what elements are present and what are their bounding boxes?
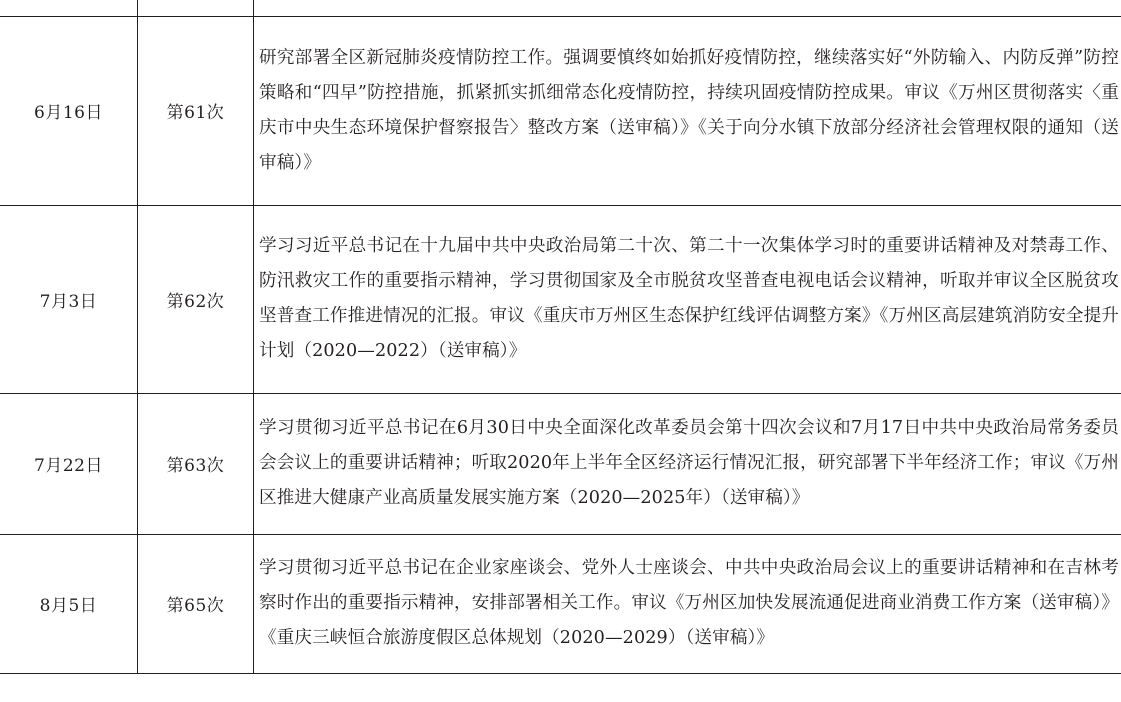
meeting-content-cell bbox=[259, 393, 1119, 534]
meeting-content: 学习贯彻习近平总书记在企业家座谈会、党外人士座谈会、中共中央政治局会议上的重要讲话精神和在吉林考察时作出的重要指示精神，安排部署相关工作。审议《万州区加快发展流通促进商业消费工作方案（送审稿）》《重庆三峡恒合旅游度假区总体规划（2020—2029）（送审稿）》 bbox=[259, 558, 1119, 648]
meeting-number: 第63次 bbox=[166, 456, 225, 476]
meeting-content-cell bbox=[259, 205, 1119, 393]
table-row bbox=[0, 16, 1121, 206]
meeting-content: 学习贯彻习近平总书记在6月30日中央全面深化改革委员会第十四次会议和7月17日中共中央政治局常务委员会会议上的重要讲话精神；听取2020年上半年全区经济运行情况汇报，研究部署下半年经济工作；审议《万州区推进大健康产业高质量发展实施方案（2020—2025年）（送审稿）》 bbox=[259, 418, 1119, 508]
meeting-content: 研究部署全区新冠肺炎疫情防控工作。强调要慎终如始抓好疫情防控，继续落实好“外防输入、内防反弹”防控策略和“四早”防控措施，抓紧抓实抓细常态化疫情防控，持续巩固疫情防控成果。审议《万州区贯彻落实〈重庆市中央生态环境保护督察报告〉整改方案（送审稿）》《关于向分水镇下放部分经济社会管理权限的通知（送审稿）》 bbox=[259, 47, 1119, 173]
meeting-number: 第61次 bbox=[166, 103, 225, 123]
meeting-date: 6月16日 bbox=[34, 103, 103, 123]
meeting-content: 学习习近平总书记在十九届中共中央政治局第二十次、第二十一次集体学习时的重要讲话精神及对禁毒工作、防汛救灾工作的重要指示精神，学习贯彻国家及全市脱贫攻坚普查电视电话会议精神，听取并审议全区脱贫攻坚普查工作推进情况的汇报。审议《重庆市万州区生态保护红线评估调整方案》《万州区高层建筑消防安全提升计划（2020—2022）（送审稿）》 bbox=[259, 236, 1119, 361]
meeting-number: 第65次 bbox=[166, 596, 225, 616]
meeting-date: 7月3日 bbox=[39, 291, 98, 312]
meeting-date: 7月22日 bbox=[34, 456, 103, 476]
table-row bbox=[0, 534, 1121, 674]
table-row bbox=[0, 393, 1121, 535]
table-row bbox=[0, 205, 1121, 394]
table-row-partial bbox=[0, 0, 1121, 17]
meeting-content-cell bbox=[259, 16, 1119, 205]
meeting-date: 8月5日 bbox=[39, 596, 98, 616]
meeting-content-cell bbox=[259, 534, 1119, 673]
meeting-number: 第62次 bbox=[166, 291, 225, 312]
